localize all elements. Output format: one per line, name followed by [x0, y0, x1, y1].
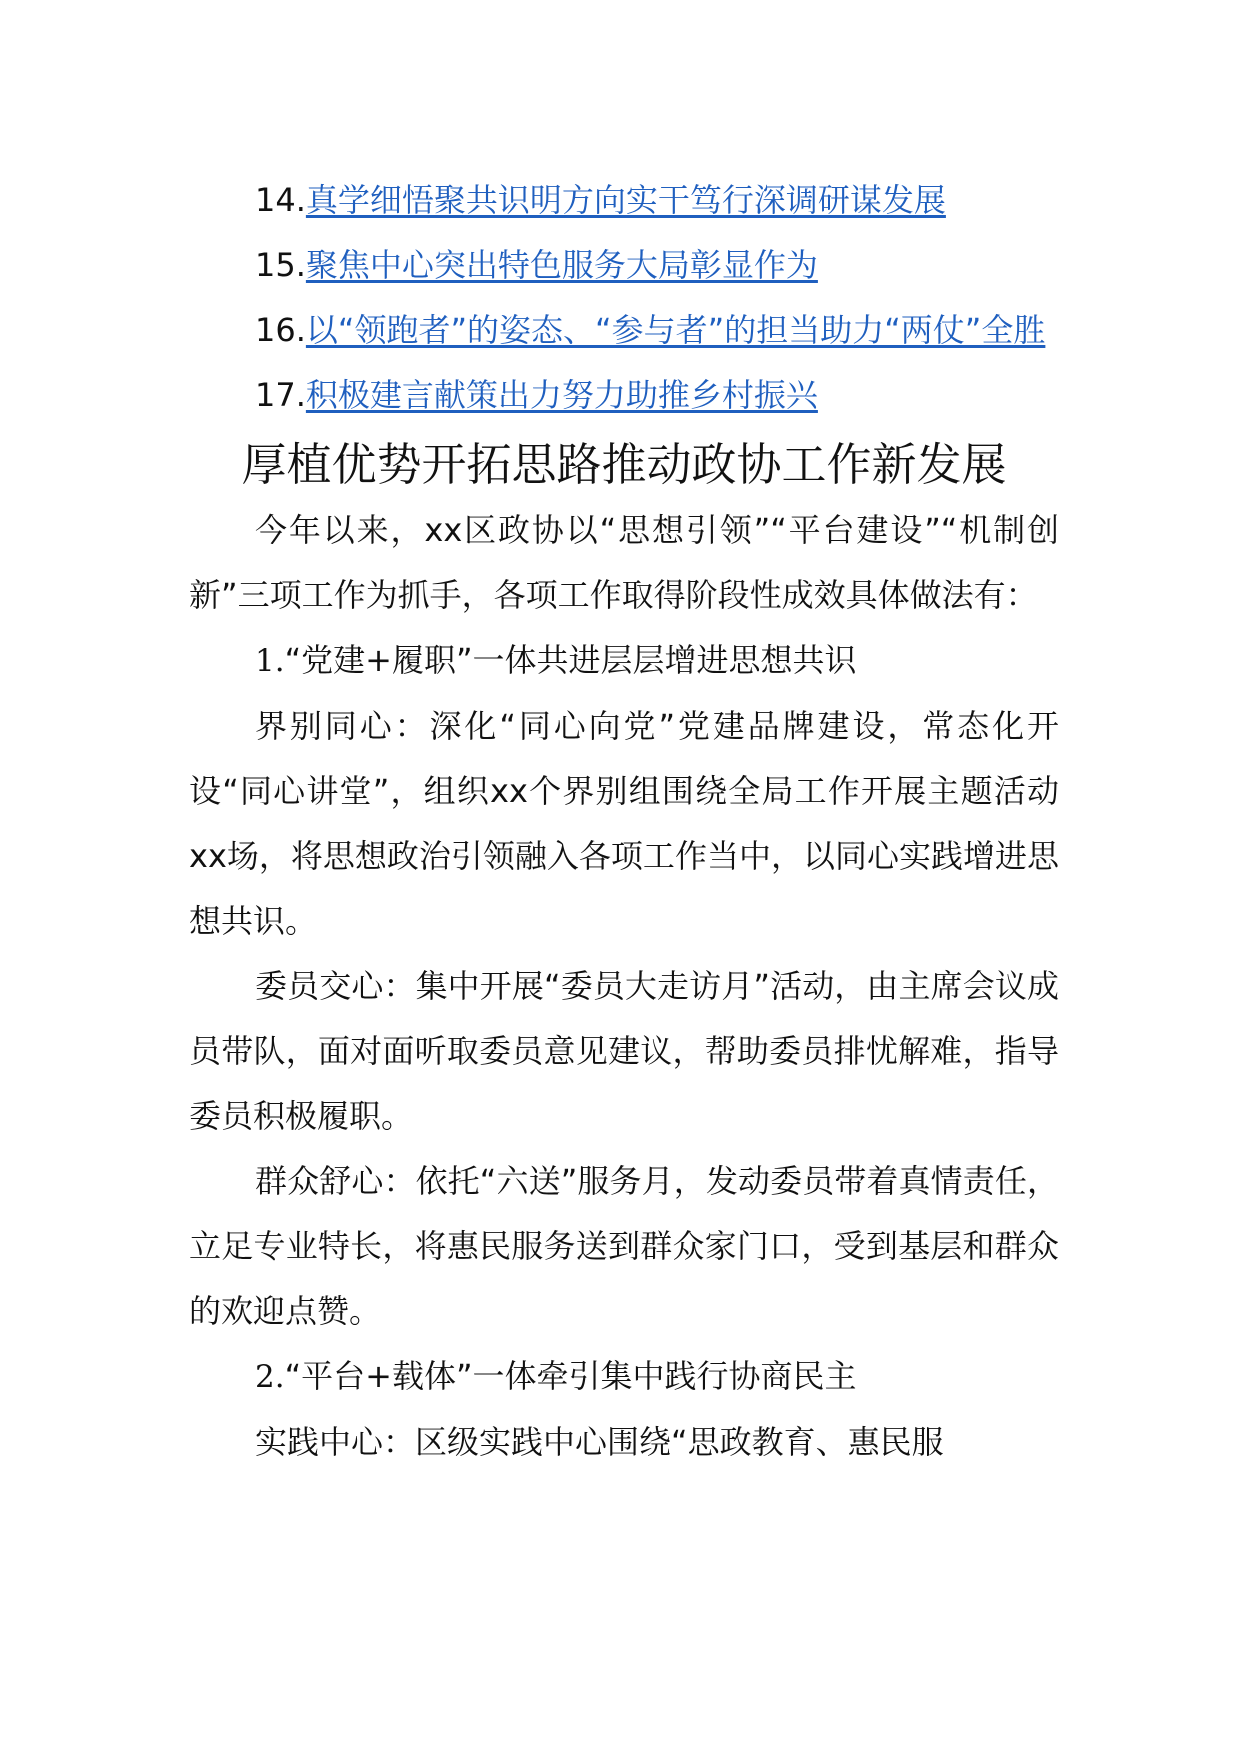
toc-item-link[interactable]: 积极建言献策出力努力助推乡村振兴 — [305, 376, 818, 414]
toc-item-number: 17. — [255, 376, 306, 414]
toc-item-17[interactable] — [189, 363, 1059, 428]
section-1-heading — [189, 628, 1059, 694]
section-2-paragraph-1: 实践中心：区级实践中心围绕“思政教育、惠民服 — [255, 1423, 944, 1461]
document-page — [189, 168, 1059, 1475]
section-2-heading — [189, 1344, 1059, 1410]
section-1-number: 1. — [255, 643, 285, 679]
toc-item-number: 15. — [255, 246, 306, 284]
article-title: 厚植优势开拓思路推动政协工作新发展 — [241, 438, 1007, 491]
toc-item-link[interactable]: 以“领跑者”的姿态、“参与者”的担当助力“两仗”全胜 — [305, 311, 1046, 349]
section-1-heading-text: “党建+履职”一体共进层层增进思想共识 — [284, 641, 857, 679]
toc-item-number: 16. — [255, 311, 306, 349]
toc-item-15[interactable] — [189, 233, 1059, 298]
section-1-paragraph-1: 界别同心：深化“同心向党”党建品牌建设，常态化开设“同心讲堂”，组织xx个界别组围绕全局工作开展主题活动xx场，将思想政治引领融入各项工作当中，以同心实践增进思想共识。 — [189, 707, 1059, 940]
section-2-heading-text: “平台+载体”一体牵引集中践行协商民主 — [284, 1357, 857, 1395]
section-2-number: 2. — [255, 1359, 285, 1395]
section-1-paragraph-3: 群众舒心：依托“六送”服务月，发动委员带着真情责任，立足专业特长，将惠民服务送到群众家门口，受到基层和群众的欢迎点赞。 — [189, 1162, 1059, 1330]
toc-item-link[interactable]: 聚焦中心突出特色服务大局彰显作为 — [305, 246, 818, 284]
toc-item-14[interactable] — [189, 168, 1059, 233]
toc-item-16[interactable] — [189, 298, 1059, 363]
section-1-paragraph-2: 委员交心：集中开展“委员大走访月”活动，由主席会议成员带队，面对面听取委员意见建议，帮助委员排忧解难，指导委员积极履职。 — [189, 967, 1059, 1135]
table-of-contents — [189, 168, 1059, 428]
toc-item-link[interactable]: 真学细悟聚共识明方向实干笃行深调研谋发展 — [305, 181, 946, 219]
toc-item-number: 14. — [255, 181, 306, 219]
article-intro: 今年以来，xx区政协以“思想引领”“平台建设”“机制创新”三项工作为抓手，各项工作取得阶段性成效具体做法有： — [189, 511, 1059, 614]
